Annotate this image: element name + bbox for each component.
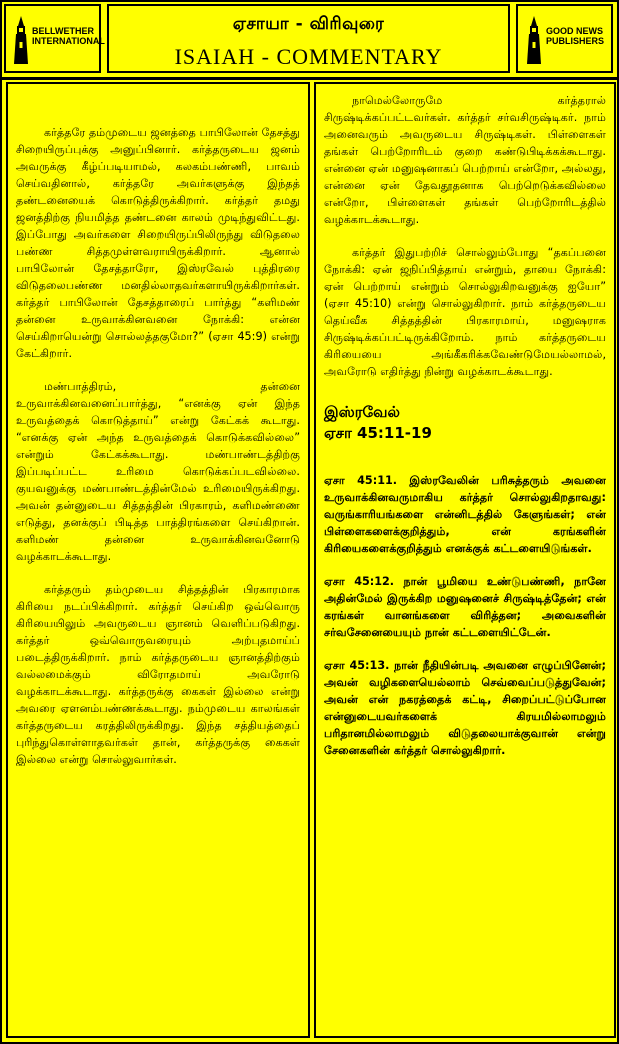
section-heading-title: இஸ்ரவேல் xyxy=(324,403,400,421)
right-column xyxy=(314,82,616,1038)
verse-45-13: ஏசா 45:13. நான் நீதியின்படி அவனை எழுப்பினேன்; அவன் வழிகளையெல்லாம் செவ்வைப்படுத்துவேன்; அவன் என் நகரத்தைக் கட்டி, சிறைப்பட்டுப்போன என்னுடையவர்களைக் கிரயமில்லாமலும் பரிதானமில்லாமலும் விடுதலையாக்குவான் என்று சேனைகளின் கர்த்தர் சொல்லுகிறார். xyxy=(324,659,606,757)
logo-left-line2: INTERNATIONAL xyxy=(32,36,105,46)
bellwether-logo xyxy=(4,4,105,73)
left-paragraph-1: கர்த்தரே தம்முடைய ஜனத்தை பாபிலோன் தேசத்து சிறையிருப்புக்கு அனுப்பினார். கர்த்தருடைய ஜனம் அவருக்கு கீழ்ப்படியாமல், கலகம்பண்ணி, பாவம் செய்வதினால், கர்த்தரே அவர்களுக்கு இந்தத் தண்டனையைக் கொடுத்திருக்கிறார். கர்த்தர் தமது ஜனத்திற்கு நியமித்த தண்டனை காலம் முடிந்துவிட்டது. இப்போது அவர்களை சிறையிருப்பிலிருந்து விடுதலை பண்ண சித்தமுள்ளவராயிருக்கிறார். ஆனால் பாபிலோன் தேசத்தாரோ, இஸ்ரவேல் புத்திரரை விடுதலைபண்ண மனதில்லாதவர்களாயிருக்கிறார்கள். கர்த்தர் பாபிலோன் தேசத்தாரைப் பார்த்து “களிமண் தன்னை உருவாக்கினவனை நோக்கி: என்ன செய்கிறாயென்று சொல்லத்தகுமோ?” (ஏசா 45:9) என்று கேட்கிறார். xyxy=(16,126,300,360)
logo-right-line2: PUBLISHERS xyxy=(546,36,605,46)
left-paragraph-2: மண்பாத்திரம், தன்னை உருவாக்கினவனைப்பார்த்து, “எனக்கு ஏன் இந்த உருவத்தைக் கொடுத்தாய்” என்று கேட்கக் கூடாது. “எனக்கு ஏன் அந்த உருவத்தைக் கொடுக்கவில்லை” என்றும் கேட்கக்கூடாது. மண்பாண்டத்திற்கு இப்படிப்பட்ட உரிமை கொடுக்கப்படவில்லை. குயவனுக்கு மண்பாண்டத்தின்மேல் உரிமையிருக்கிறது. அவன் தன்னுடைய சித்தத்தின் பிரகாரம், களிமண்ணை எடுத்து, தனக்குப் பிடித்த பாத்திரங்களை செய்கிறான். களிமண் தன்னை உருவாக்கினவனோடு வழக்காடக்கூடாது. xyxy=(16,380,300,563)
header xyxy=(2,2,617,80)
right-paragraph-1: நாமெல்லோருமே கர்த்தரால் சிருஷ்டிக்கப்பட்டவர்கள். கர்த்தர் சர்வசிருஷ்டிகர். நாம் அனைவரும் அவருடைய சிருஷ்டிகள். பிள்ளைகள் தங்கள் பெற்றோரிடம் குறை கண்டுபிடிக்கக்கூடாது. என்னை ஏன் மனுஷனாகப் பெற்றாய் என்றோ, அல்லது, என்னை ஏன் தேவதூதனாக பெற்றெடுக்கவில்லை என்றோ, பிள்ளைகள் தங்கள் பெற்றோரிடத்தில் வழக்காடக்கூடாது. xyxy=(324,94,606,226)
left-column xyxy=(6,82,310,1038)
logo-left-line1: BELLWETHER xyxy=(32,26,94,36)
verse-45-12: ஏசா 45:12. நான் பூமியை உண்டுபண்ணி, நானே அதின்மேல் இருக்கிற மனுஷனைச் சிருஷ்டித்தேன்; என் கரங்கள் வானங்களை விரித்தன; அவைகளின் சர்வசேனையையும் நான் கட்டளையிட்டேன். xyxy=(324,575,606,639)
page-title-english: ISAIAH - COMMENTARY xyxy=(174,44,443,69)
logo-right-line1: GOOD NEWS xyxy=(546,26,604,36)
bell-tower-icon xyxy=(11,16,31,64)
page-title-tamil: ஏசாயா - விரிவுரை xyxy=(232,14,385,34)
good-news-logo xyxy=(516,4,613,73)
verse-45-11: ஏசா 45:11. இஸ்ரவேலின் பரிசுத்தரும் அவனை உருவாக்கினவருமாகிய கர்த்தர் சொல்லுகிறதாவது: வருங்காரியங்களை என்னிடத்தில் கேளுங்கள்; என் பிள்ளைகளைக்குறித்தும், என் கரங்களின் கிரியைகளைக்குறித்தும் எனக்குக் கட்டளையிடுங்கள். xyxy=(324,474,606,555)
left-paragraph-3: கர்த்தரும் தம்முடைய சித்தத்தின் பிரகாரமாக கிரியை நடப்பிக்கிறார். கர்த்தர் செய்கிற ஒவ்வொரு கிரியையிலும் அவருடைய ஞானம் வெளிப்படுகிறது. கர்த்தர் ஒவ்வொருவரையும் அற்புதமாய்ப் படைத்திருக்கிறார். நாம் கர்த்தருடைய ஞானத்திற்கும் வல்லமைக்கும் விரோதமாய் அவரோடு வழக்காடக்கூடாது. கர்த்தருக்கு கைகள் இல்லை என்று அவரை ஏளனம்பண்ணக்கூடாது. நம்முடைய காலங்கள் கர்த்தருடைய கரத்திலிருக்கிறது. இந்த சத்தியத்தைப் புரிந்துகொள்ளாதவர்கள் தான், கர்த்தருக்கு கைகள் இல்லை என்று சொல்லுவார்கள். xyxy=(16,583,300,766)
section-heading-reference: ஏசா 45:11-19 xyxy=(324,424,432,442)
tower-icon xyxy=(524,16,544,64)
title-box xyxy=(107,4,510,73)
right-paragraph-2: கர்த்தர் இதுபற்றிச் சொல்லும்போது “தகப்பனை நோக்கி: ஏன் ஜநிப்பித்தாய் என்றும், தாயை நோக்கி: ஏன் பெற்றாய் என்றும் சொல்லுகிறவனுக்கு ஐயோ” (ஏசா 45:10) என்று சொல்லுகிறார். நாம் கர்த்தருடைய தெய்வீக சித்தத்தின் பிரகாரமாய், மனுஷராக சிருஷ்டிக்கப்பட்டிருக்கிறோம். நாம் கர்த்தருடைய கிரியையை அங்கீகரிக்கவேண்டுமேயல்லாமல், அவரோடு எதிர்த்து நின்று வழக்காடக்கூடாது. xyxy=(324,246,606,378)
section-heading xyxy=(324,402,606,444)
